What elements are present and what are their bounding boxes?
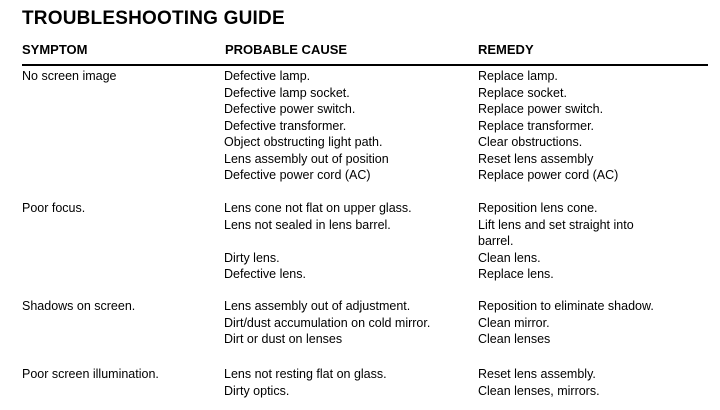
remedy-list — [478, 68, 708, 184]
remedy-item: Clean mirror. — [478, 315, 550, 330]
cause-item: Defective power switch. — [224, 102, 356, 116]
cause-item: Lens not sealed in lens barrel. — [224, 217, 391, 232]
column-header-remedy: REMEDY — [478, 42, 534, 57]
cause-list — [224, 200, 474, 283]
column-header-cause: PROBABLE CAUSE — [225, 42, 348, 57]
column-header-symptom: SYMPTOM — [22, 42, 88, 57]
cause-item: Lens not resting flat on glass. — [224, 367, 387, 381]
cause-item: Lens assembly out of adjustment. — [224, 299, 411, 313]
remedy-item: Reset lens assembly. — [478, 367, 596, 381]
cause-item: Defective lens. — [224, 267, 306, 281]
symptom-text: No screen image — [22, 69, 117, 83]
remedy-item: Clean lenses — [478, 332, 551, 346]
remedy-item: Clean lenses, mirrors. — [478, 383, 600, 398]
cause-item: Dirty optics. — [224, 383, 290, 398]
remedy-list — [478, 366, 708, 399]
remedy-item: Replace power cord (AC) — [478, 168, 619, 182]
remedy-list — [478, 298, 708, 348]
page-title: TROUBLESHOOTING GUIDE — [22, 8, 285, 29]
cause-item: Lens cone not flat on upper glass. — [224, 201, 412, 215]
remedy-list — [478, 200, 708, 283]
cause-item: Defective transformer. — [224, 118, 347, 133]
cause-list — [224, 366, 474, 399]
cause-item: Dirty lens. — [224, 250, 280, 265]
cause-item: Defective lamp. — [224, 69, 311, 83]
cause-item: Object obstructing light path. — [224, 135, 383, 149]
remedy-item: Replace lamp. — [478, 69, 558, 83]
cause-list — [224, 298, 474, 348]
cause-item: Defective power cord (AC) — [224, 168, 371, 182]
remedy-item: Clear obstructions. — [478, 135, 583, 149]
header-divider — [22, 64, 708, 66]
remedy-item: Clean lens. — [478, 250, 541, 265]
cause-item: Defective lamp socket. — [224, 85, 350, 100]
cause-item — [224, 233, 474, 250]
remedy-item: Replace power switch. — [478, 102, 604, 116]
cause-list — [224, 68, 474, 184]
symptom-text: Shadows on screen. — [22, 299, 136, 313]
remedy-item: barrel. — [478, 234, 514, 248]
cause-item: Dirt or dust on lenses — [224, 332, 343, 346]
remedy-item: Lift lens and set straight into — [478, 217, 634, 232]
cause-item: Dirt/dust accumulation on cold mirror. — [224, 315, 431, 330]
remedy-item: Replace transformer. — [478, 118, 595, 133]
cause-item: Lens assembly out of position — [224, 151, 389, 166]
remedy-item: Reset lens assembly — [478, 151, 594, 166]
symptom-text: Poor screen illumination. — [22, 367, 159, 381]
remedy-item: Reposition lens cone. — [478, 201, 598, 215]
remedy-item: Reposition to eliminate shadow. — [478, 299, 654, 313]
remedy-item: Replace lens. — [478, 267, 554, 281]
remedy-item: Replace socket. — [478, 85, 567, 100]
symptom-text: Poor focus. — [22, 201, 86, 215]
